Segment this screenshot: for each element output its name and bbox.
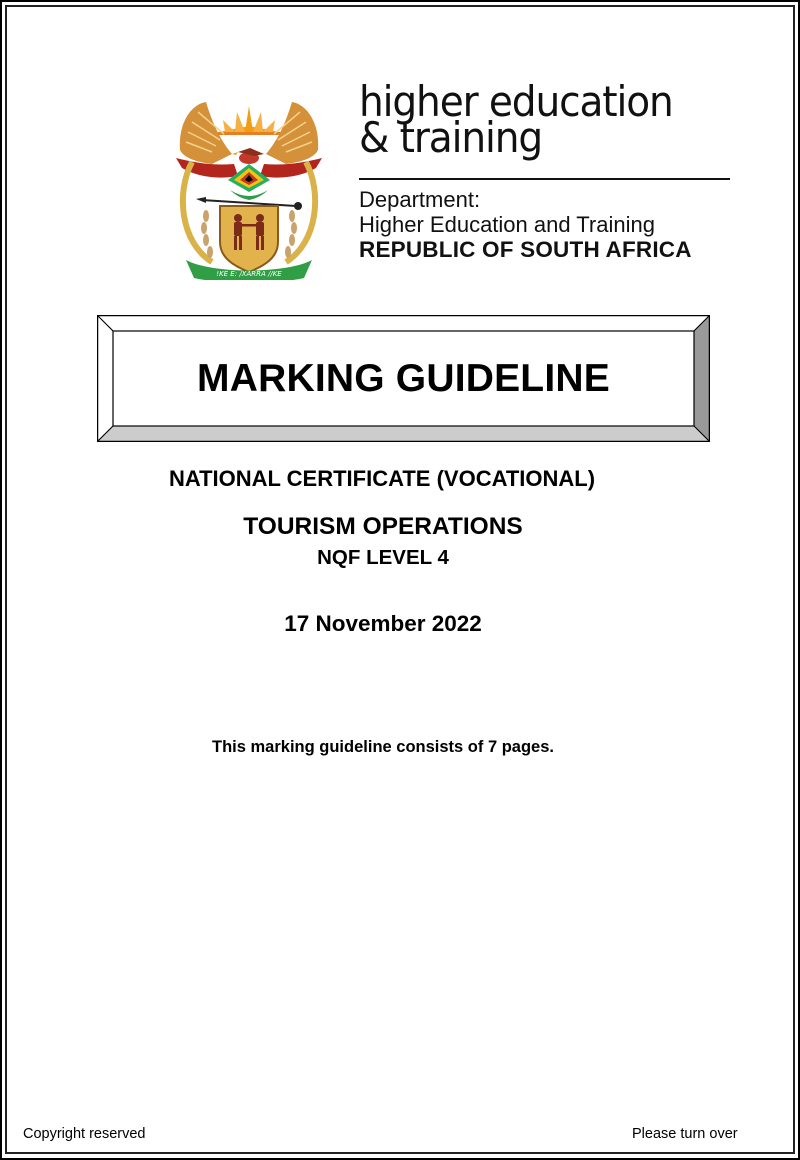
coat-of-arms-icon (172, 92, 326, 280)
department-branding (359, 77, 739, 262)
country-name: REPUBLIC OF SOUTH AFRICA (359, 237, 692, 262)
certificate-name: NATIONAL CERTIFICATE (VOCATIONAL) (168, 466, 596, 491)
department-name: Higher Education and Training (359, 212, 655, 237)
brand-wordmark (359, 77, 712, 162)
document-title: MARKING GUIDELINE (197, 357, 610, 400)
brand-line-2: & training (359, 113, 543, 162)
nqf-level: NQF LEVEL 4 (317, 546, 449, 569)
subject-name: TOURISM OPERATIONS (243, 513, 523, 540)
department-text (359, 187, 692, 262)
title-box (97, 315, 710, 442)
coat-of-arms-logo (172, 92, 326, 280)
brand-line-1: higher education (359, 77, 673, 126)
department-label: Department: (359, 187, 481, 212)
footer-turn-over: Please turn over (632, 1126, 738, 1142)
crest-motto: !KE E: /XARRA //KE (216, 270, 282, 278)
page-count-note: This marking guideline consists of 7 pages. (212, 738, 554, 756)
footer-copyright: Copyright reserved (23, 1126, 146, 1142)
exam-date: 17 November 2022 (284, 611, 482, 636)
brand-divider (359, 178, 730, 180)
